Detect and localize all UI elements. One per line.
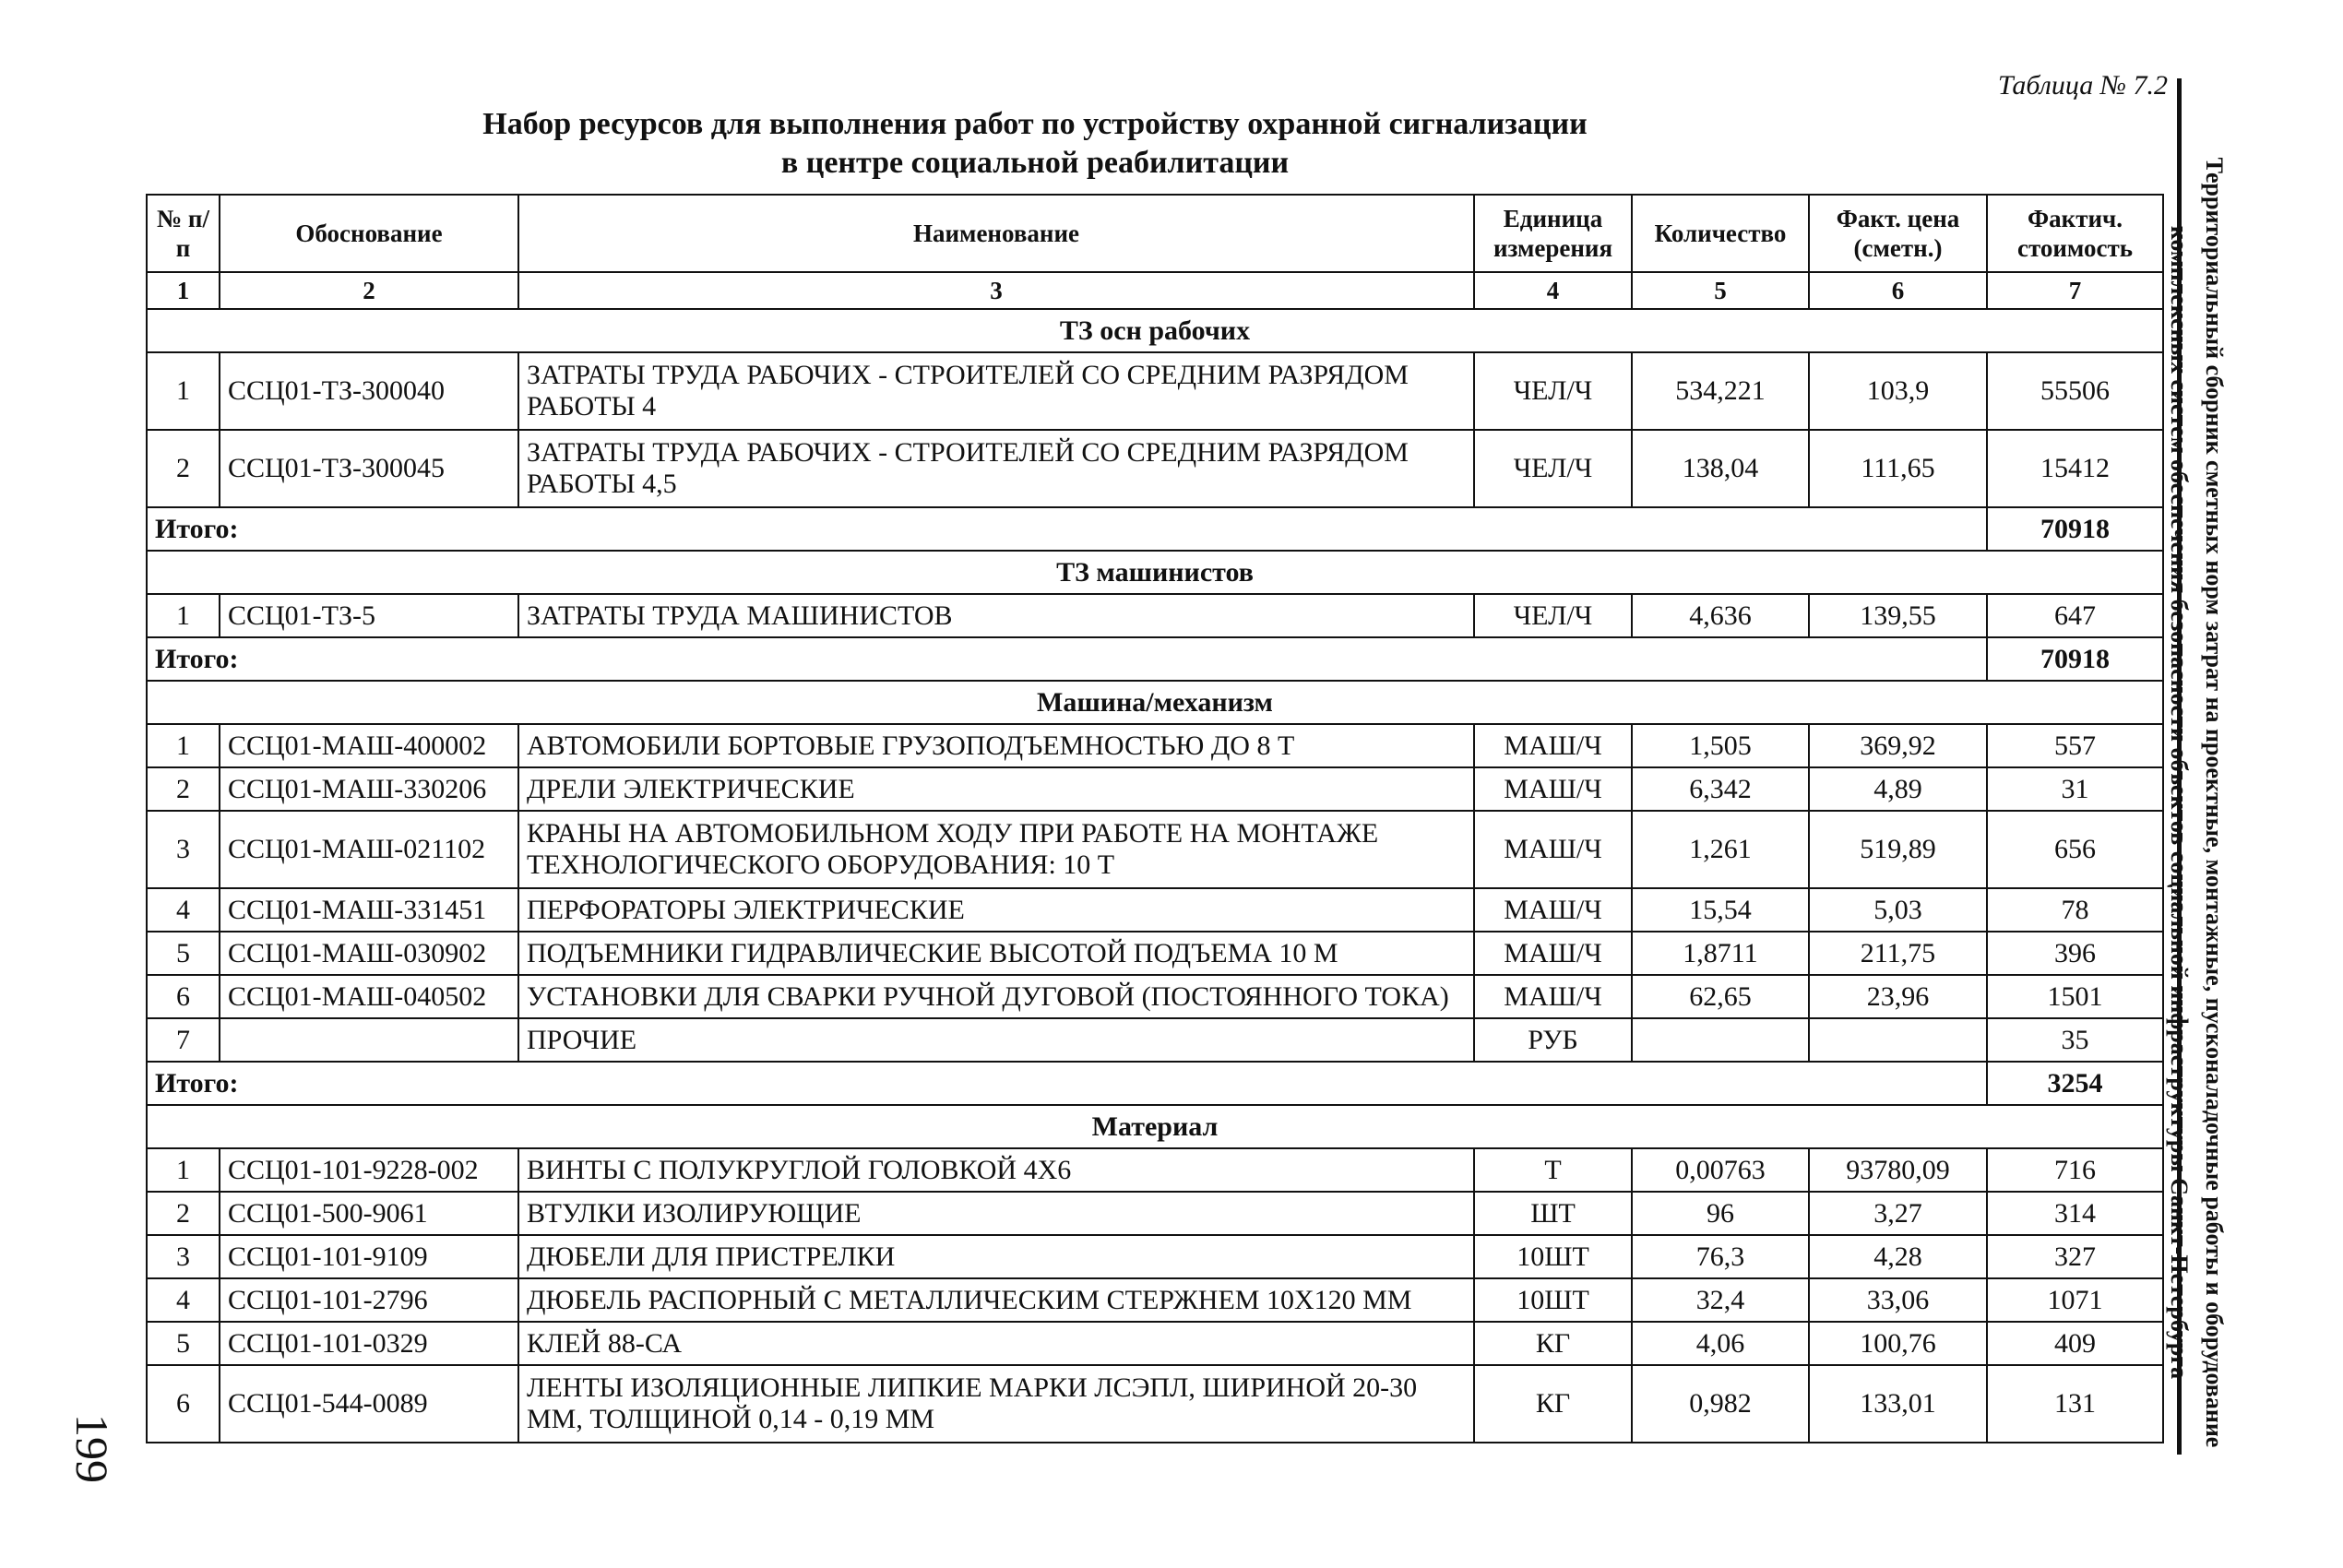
cell-cost: 15412 [1987, 430, 2163, 507]
cell-unit: МАШ/Ч [1474, 811, 1632, 888]
cell-cost: 327 [1987, 1235, 2163, 1278]
cell-qty: 1,505 [1632, 724, 1809, 767]
cell-price: 4,28 [1809, 1235, 1987, 1278]
table-row [147, 1018, 2163, 1062]
header-price: Факт. цена (сметн.) [1809, 195, 1987, 272]
cell-num: 6 [147, 1365, 220, 1443]
cell-unit: ЧЕЛ/Ч [1474, 352, 1632, 430]
table-row [147, 811, 2163, 888]
cell-price: 100,76 [1809, 1322, 1987, 1365]
table-row [147, 594, 2163, 637]
cell-num: 5 [147, 1322, 220, 1365]
section-title: Материал [147, 1105, 2163, 1148]
cell-qty: 6,342 [1632, 767, 1809, 811]
cell-cost: 396 [1987, 932, 2163, 975]
title-line-1: Набор ресурсов для выполнения работ по устройству охранной сигнализации [482, 107, 1588, 141]
page-title [148, 105, 1922, 183]
cell-num: 1 [147, 724, 220, 767]
cell-basis: ССЦ01-101-9228-002 [220, 1148, 518, 1192]
cell-qty: 534,221 [1632, 352, 1809, 430]
title-line-2: в центре социальной реабилитации [780, 146, 1290, 180]
cell-price: 211,75 [1809, 932, 1987, 975]
cell-name: УСТАНОВКИ ДЛЯ СВАРКИ РУЧНОЙ ДУГОВОЙ (ПОСТОЯННОГО ТОКА) [518, 975, 1474, 1018]
total-label: Итого: [147, 1062, 1987, 1105]
column-number: 7 [1987, 272, 2163, 309]
cell-unit: МАШ/Ч [1474, 724, 1632, 767]
cell-num: 7 [147, 1018, 220, 1062]
cell-basis: ССЦ01-МАШ-331451 [220, 888, 518, 932]
cell-unit: РУБ [1474, 1018, 1632, 1062]
cell-qty: 96 [1632, 1192, 1809, 1235]
section-title: ТЗ машинистов [147, 551, 2163, 594]
cell-num: 1 [147, 1148, 220, 1192]
cell-price [1809, 1018, 1987, 1062]
cell-cost: 1501 [1987, 975, 2163, 1018]
cell-unit: ШТ [1474, 1192, 1632, 1235]
cell-unit: МАШ/Ч [1474, 975, 1632, 1018]
cell-qty [1632, 1018, 1809, 1062]
cell-name: КРАНЫ НА АВТОМОБИЛЬНОМ ХОДУ ПРИ РАБОТЕ НА МОНТАЖЕ ТЕХНОЛОГИЧЕСКОГО ОБОРУДОВАНИЯ: 10 Т [518, 811, 1474, 888]
total-value: 3254 [1987, 1062, 2163, 1105]
cell-cost: 78 [1987, 888, 2163, 932]
cell-unit: МАШ/Ч [1474, 888, 1632, 932]
cell-name: ПОДЪЕМНИКИ ГИДРАВЛИЧЕСКИЕ ВЫСОТОЙ ПОДЪЕМА 10 М [518, 932, 1474, 975]
total-row [147, 1062, 2163, 1105]
cell-unit: КГ [1474, 1365, 1632, 1443]
cell-qty: 1,8711 [1632, 932, 1809, 975]
cell-name: ЗАТРАТЫ ТРУДА РАБОЧИХ - СТРОИТЕЛЕЙ СО СРЕДНИМ РАЗРЯДОМ РАБОТЫ 4 [518, 352, 1474, 430]
cell-cost: 314 [1987, 1192, 2163, 1235]
cell-name: ДЮБЕЛЬ РАСПОРНЫЙ С МЕТАЛЛИЧЕСКИМ СТЕРЖНЕМ 10Х120 ММ [518, 1278, 1474, 1322]
cell-cost: 557 [1987, 724, 2163, 767]
cell-price: 3,27 [1809, 1192, 1987, 1235]
cell-name: ЗАТРАТЫ ТРУДА РАБОЧИХ - СТРОИТЕЛЕЙ СО СРЕДНИМ РАЗРЯДОМ РАБОТЫ 4,5 [518, 430, 1474, 507]
cell-cost: 55506 [1987, 352, 2163, 430]
cell-cost: 647 [1987, 594, 2163, 637]
running-header-line-1: Территориальный сборник сметных норм затрат на проектные, монтажные, пусконаладочные работы и оборудование [2201, 157, 2228, 1448]
total-value: 70918 [1987, 507, 2163, 551]
cell-name: ЗАТРАТЫ ТРУДА МАШИНИСТОВ [518, 594, 1474, 637]
cell-num: 3 [147, 811, 220, 888]
cell-cost: 409 [1987, 1322, 2163, 1365]
cell-name: ДЮБЕЛИ ДЛЯ ПРИСТРЕЛКИ [518, 1235, 1474, 1278]
cell-unit: КГ [1474, 1322, 1632, 1365]
cell-basis: ССЦ01-500-9061 [220, 1192, 518, 1235]
table-row [147, 975, 2163, 1018]
cell-num: 2 [147, 767, 220, 811]
cell-basis: ССЦ01-МАШ-400002 [220, 724, 518, 767]
page-number: 199 [66, 1414, 118, 1483]
cell-name: ВТУЛКИ ИЗОЛИРУЮЩИЕ [518, 1192, 1474, 1235]
section-title: Машина/механизм [147, 681, 2163, 724]
cell-qty: 62,65 [1632, 975, 1809, 1018]
cell-cost: 656 [1987, 811, 2163, 888]
total-row [147, 507, 2163, 551]
column-number-row [147, 272, 2163, 309]
cell-name: АВТОМОБИЛИ БОРТОВЫЕ ГРУЗОПОДЪЕМНОСТЬЮ ДО 8 Т [518, 724, 1474, 767]
cell-basis: ССЦ01-МАШ-040502 [220, 975, 518, 1018]
cell-cost: 31 [1987, 767, 2163, 811]
cell-num: 4 [147, 888, 220, 932]
header-unit: Единица измерения [1474, 195, 1632, 272]
cell-unit: МАШ/Ч [1474, 932, 1632, 975]
cell-price: 133,01 [1809, 1365, 1987, 1443]
table-row [147, 352, 2163, 430]
cell-cost: 131 [1987, 1365, 2163, 1443]
resource-table [146, 194, 2164, 1443]
cell-num: 1 [147, 594, 220, 637]
header-num: № п/п [147, 195, 220, 272]
table-row [147, 1148, 2163, 1192]
header-name: Наименование [518, 195, 1474, 272]
cell-qty: 4,636 [1632, 594, 1809, 637]
cell-basis: ССЦ01-101-0329 [220, 1322, 518, 1365]
cell-basis: ССЦ01-101-9109 [220, 1235, 518, 1278]
cell-basis [220, 1018, 518, 1062]
table-row [147, 1192, 2163, 1235]
cell-name: ПЕРФОРАТОРЫ ЭЛЕКТРИЧЕСКИЕ [518, 888, 1474, 932]
total-row [147, 637, 2163, 681]
cell-price: 93780,09 [1809, 1148, 1987, 1192]
cell-price: 4,89 [1809, 767, 1987, 811]
column-number: 5 [1632, 272, 1809, 309]
cell-num: 2 [147, 1192, 220, 1235]
column-number: 1 [147, 272, 220, 309]
cell-unit: ЧЕЛ/Ч [1474, 594, 1632, 637]
section-header-row [147, 681, 2163, 724]
cell-price: 139,55 [1809, 594, 1987, 637]
table-number-label: Таблица № 7.2 [1997, 70, 2168, 101]
table-row [147, 888, 2163, 932]
cell-basis: ССЦ01-МАШ-021102 [220, 811, 518, 888]
column-number: 3 [518, 272, 1474, 309]
table-body [147, 309, 2163, 1443]
cell-qty: 0,00763 [1632, 1148, 1809, 1192]
cell-qty: 76,3 [1632, 1235, 1809, 1278]
cell-price: 33,06 [1809, 1278, 1987, 1322]
total-label: Итого: [147, 507, 1987, 551]
total-value: 70918 [1987, 637, 2163, 681]
cell-unit: МАШ/Ч [1474, 767, 1632, 811]
cell-basis: ССЦ01-ТЗ-300045 [220, 430, 518, 507]
table-row [147, 724, 2163, 767]
cell-num: 6 [147, 975, 220, 1018]
cell-qty: 15,54 [1632, 888, 1809, 932]
table-row [147, 430, 2163, 507]
cell-basis: ССЦ01-544-0089 [220, 1365, 518, 1443]
cell-basis: ССЦ01-101-2796 [220, 1278, 518, 1322]
cell-price: 111,65 [1809, 430, 1987, 507]
cell-cost: 716 [1987, 1148, 2163, 1192]
cell-qty: 0,982 [1632, 1365, 1809, 1443]
cell-num: 5 [147, 932, 220, 975]
cell-price: 23,96 [1809, 975, 1987, 1018]
cell-name: ПРОЧИЕ [518, 1018, 1474, 1062]
section-title: ТЗ осн рабочих [147, 309, 2163, 352]
header-row [147, 195, 2163, 272]
cell-cost: 35 [1987, 1018, 2163, 1062]
header-qty: Количество [1632, 195, 1809, 272]
cell-unit: Т [1474, 1148, 1632, 1192]
cell-num: 1 [147, 352, 220, 430]
table-row [147, 932, 2163, 975]
section-header-row [147, 551, 2163, 594]
table-row [147, 1365, 2163, 1443]
column-number: 2 [220, 272, 518, 309]
cell-basis: ССЦ01-МАШ-330206 [220, 767, 518, 811]
cell-qty: 1,261 [1632, 811, 1809, 888]
running-header-line-2: комплексных систем обеспечения безопасности объектов социальной инфраструктуры Санкт-Петербурга [2166, 225, 2193, 1380]
cell-price: 369,92 [1809, 724, 1987, 767]
header-basis: Обоснование [220, 195, 518, 272]
cell-basis: ССЦ01-ТЗ-300040 [220, 352, 518, 430]
table-row [147, 767, 2163, 811]
table-header [147, 195, 2163, 309]
header-cost: Фактич. стоимость [1987, 195, 2163, 272]
cell-price: 519,89 [1809, 811, 1987, 888]
cell-basis: ССЦ01-ТЗ-5 [220, 594, 518, 637]
section-header-row [147, 309, 2163, 352]
cell-num: 2 [147, 430, 220, 507]
table-row [147, 1322, 2163, 1365]
cell-name: ВИНТЫ С ПОЛУКРУГЛОЙ ГОЛОВКОЙ 4Х6 [518, 1148, 1474, 1192]
cell-num: 3 [147, 1235, 220, 1278]
column-number: 6 [1809, 272, 1987, 309]
total-label: Итого: [147, 637, 1987, 681]
cell-cost: 1071 [1987, 1278, 2163, 1322]
cell-num: 4 [147, 1278, 220, 1322]
section-header-row [147, 1105, 2163, 1148]
cell-name: КЛЕЙ 88-СА [518, 1322, 1474, 1365]
cell-qty: 4,06 [1632, 1322, 1809, 1365]
cell-name: ДРЕЛИ ЭЛЕКТРИЧЕСКИЕ [518, 767, 1474, 811]
cell-price: 5,03 [1809, 888, 1987, 932]
cell-unit: ЧЕЛ/Ч [1474, 430, 1632, 507]
cell-basis: ССЦ01-МАШ-030902 [220, 932, 518, 975]
cell-unit: 10ШТ [1474, 1278, 1632, 1322]
cell-name: ЛЕНТЫ ИЗОЛЯЦИОННЫЕ ЛИПКИЕ МАРКИ ЛСЭПЛ, ШИРИНОЙ 20-30 ММ, ТОЛЩИНОЙ 0,14 - 0,19 ММ [518, 1365, 1474, 1443]
column-number: 4 [1474, 272, 1632, 309]
cell-unit: 10ШТ [1474, 1235, 1632, 1278]
cell-qty: 32,4 [1632, 1278, 1809, 1322]
table-row [147, 1278, 2163, 1322]
table-row [147, 1235, 2163, 1278]
cell-qty: 138,04 [1632, 430, 1809, 507]
cell-price: 103,9 [1809, 352, 1987, 430]
